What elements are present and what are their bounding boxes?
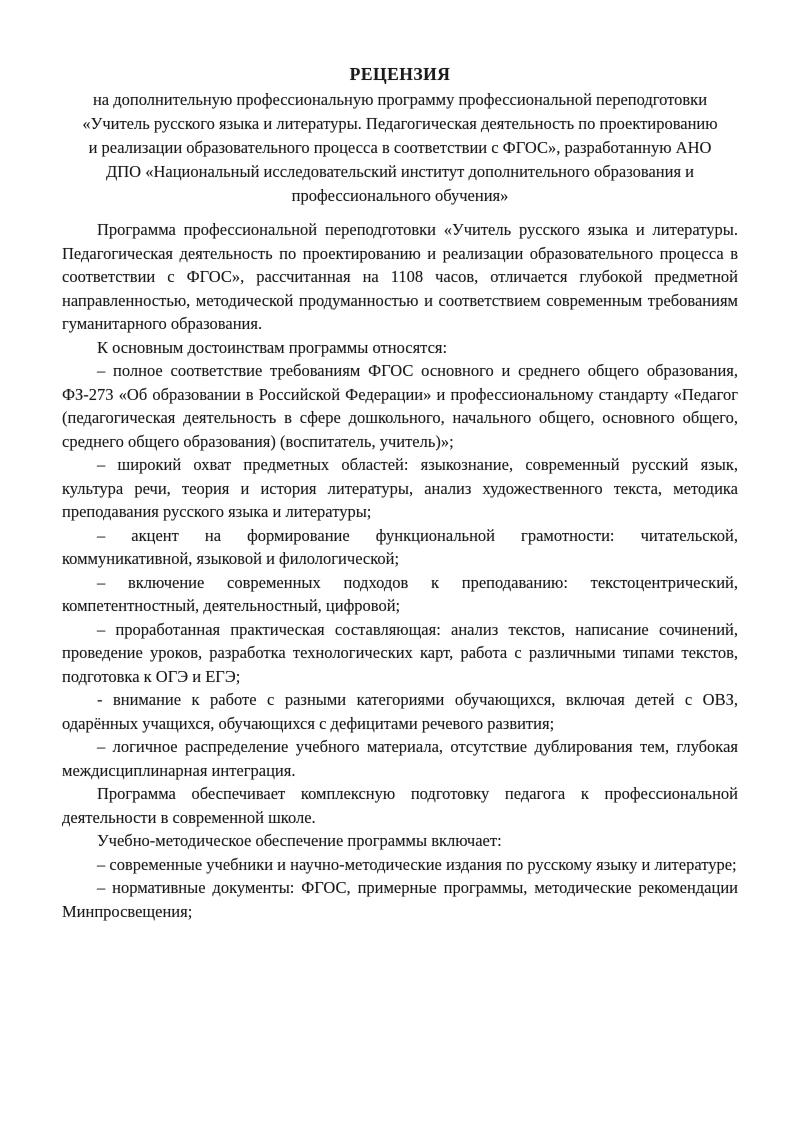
paragraph: – современные учебники и научно-методические издания по русскому языку и литературе; [97, 854, 737, 874]
paragraph: Учебно-методическое обеспечение программы включает: [97, 831, 502, 850]
paragraph: – нормативные документы: ФГОС, примерные программы, методические рекомендации Минпросвещения; [62, 878, 738, 921]
paragraph: – проработанная практическая составляющая: анализ текстов, написание сочинений, проведение уроков, разработка технологических карт, работа с различными типами текстов, подготовка к ОГЭ и ЕГЭ; [62, 619, 738, 686]
document-title: РЕЦЕНЗИЯ [349, 64, 451, 84]
paragraph: К основным достоинствам программы относятся: [97, 337, 448, 357]
paragraph: Программа профессиональной переподготовки «Учитель русского языка и литературы. Педагогическая деятельность по проектированию и реализации образовательного процесса в соответствии с ФГОС», рассчитанная на 1108 часов, отличается глубокой предметной направленностью, методической продуманностью и соответствием современным требованиям гуманитарного образования. [62, 220, 738, 333]
paragraph: – включение современных подходов к преподаванию: текстоцентрический, компетентностный, деятельностный, цифровой; [62, 572, 738, 615]
paragraph: – полное соответствие требованиям ФГОС основного и среднего общего образования, ФЗ-273 «Об образовании в Российской Федерации» и профессиональному стандарту «Педагог (педагогическая деятельность в сфере дошкольного, начального общего, основного общего, среднего общего образования) (воспитатель, учитель)»; [62, 361, 738, 451]
paragraph: Программа обеспечивает комплексную подготовку педагога к профессиональной деятельности в современной школе. [62, 784, 738, 827]
paragraph: – логичное распределение учебного материала, отсутствие дублирования тем, глубокая междисциплинарная интеграция. [62, 737, 738, 780]
paragraph: – широкий охват предметных областей: языкознание, современный русский язык, культура речи, теория и история литературы, анализ художественного текста, методика преподавания русского языка и литературы; [62, 455, 738, 521]
document-subtitle: на дополнительную профессиональную программу профессиональной переподготовки «Учитель русского языка и литературы. Педагогическая деятельность по проектированию и реализации образовательного процесса в соответствии с ФГОС», разработанную АНО ДПО «Национальный исследовательский институт дополнительного образования и профессионального обучения» [82, 90, 718, 205]
document-body [62, 218, 738, 923]
paragraph: - внимание к работе с разными категориями обучающихся, включая детей с ОВЗ, одарённых учащихся, обучающихся с дефицитами речевого развития; [62, 690, 738, 733]
paragraph: – акцент на формирование функциональной грамотности: читательской, коммуникативной, языковой и филологической; [62, 525, 738, 568]
